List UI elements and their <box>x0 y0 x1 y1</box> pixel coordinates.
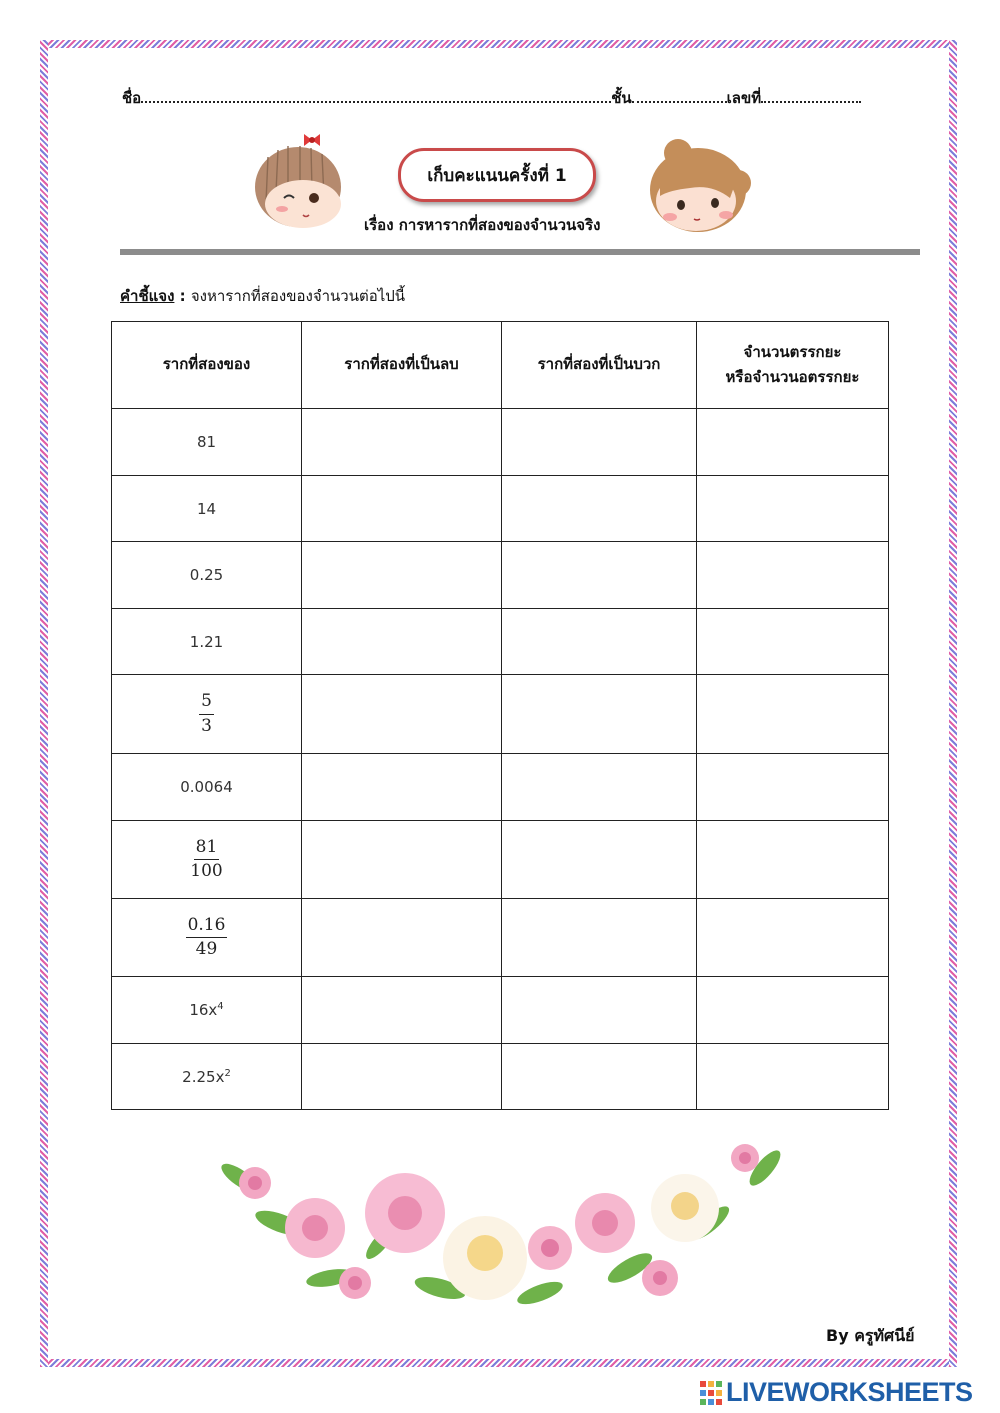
border-left <box>40 40 48 1367</box>
header-rational-irrational <box>697 322 889 409</box>
table-row <box>112 754 889 821</box>
expression-exponent: 4 <box>217 1001 224 1012</box>
positive-root-answer[interactable] <box>502 476 697 542</box>
table-row <box>112 609 889 675</box>
header-square-root-of: รากที่สองของ <box>112 322 302 409</box>
instruction <box>120 284 405 308</box>
value-cell: 0.0064 <box>112 754 302 821</box>
title-box <box>398 148 596 202</box>
negative-root-answer[interactable] <box>302 1044 502 1110</box>
number-type-answer[interactable] <box>697 1044 889 1110</box>
fraction <box>188 837 224 883</box>
value-cell <box>112 977 302 1044</box>
class-label: ชั้น <box>611 89 632 107</box>
liveworksheets-watermark <box>700 1377 973 1408</box>
fraction-denominator: 49 <box>195 939 218 959</box>
number-type-answer[interactable] <box>697 754 889 821</box>
instruction-text: จงหารากที่สองของจำนวนต่อไปนี้ <box>190 287 406 305</box>
number-type-answer[interactable] <box>697 821 889 899</box>
table-row <box>112 675 889 754</box>
positive-root-answer[interactable] <box>502 977 697 1044</box>
table-row <box>112 821 889 899</box>
positive-root-answer[interactable] <box>502 542 697 609</box>
negative-root-answer[interactable] <box>302 609 502 675</box>
border-bottom <box>40 1359 957 1367</box>
girl-right-illustration <box>638 135 760 235</box>
number-type-answer[interactable] <box>697 476 889 542</box>
value-cell <box>112 675 302 754</box>
positive-root-answer[interactable] <box>502 675 697 754</box>
positive-root-answer[interactable] <box>502 821 697 899</box>
value-cell: 0.25 <box>112 542 302 609</box>
girl-left-illustration <box>248 132 348 232</box>
border-right <box>949 40 957 1367</box>
negative-root-answer[interactable] <box>302 675 502 754</box>
expression-exponent: 2 <box>224 1067 231 1079</box>
liveworksheets-logo-icon <box>700 1381 722 1405</box>
negative-root-answer[interactable] <box>302 754 502 821</box>
value-cell: 81 <box>112 409 302 476</box>
header-negative-root: รากที่สองที่เป็นลบ <box>302 322 502 409</box>
subtitle: เรื่อง การหารากที่สองของจำนวนจริง <box>364 216 601 234</box>
number-type-answer[interactable] <box>697 675 889 754</box>
instruction-separator: : <box>174 287 191 305</box>
table-row <box>112 409 889 476</box>
table-row <box>112 977 889 1044</box>
fraction-denominator: 100 <box>190 861 223 881</box>
fraction-denominator: 3 <box>201 715 212 736</box>
negative-root-answer[interactable] <box>302 821 502 899</box>
table-row <box>112 542 889 609</box>
number-field[interactable] <box>761 89 861 103</box>
number-type-answer[interactable] <box>697 609 889 675</box>
positive-root-answer[interactable] <box>502 609 697 675</box>
expression-base: 16x <box>189 1001 218 1019</box>
name-label: ชื่อ <box>122 89 142 107</box>
student-info-line <box>122 86 892 110</box>
header-divider <box>120 249 920 255</box>
title-text: เก็บคะแนนครั้งที่ 1 <box>427 165 567 186</box>
table-row <box>112 1044 889 1110</box>
header-rational-line1: จำนวนตรรกยะ <box>743 342 842 361</box>
number-type-answer[interactable] <box>697 899 889 977</box>
table-header-row <box>112 322 889 409</box>
border-top <box>40 40 957 48</box>
watermark-text: LIVEWORKSHEETS <box>726 1377 973 1407</box>
positive-root-answer[interactable] <box>502 899 697 977</box>
value-cell <box>112 821 302 899</box>
author-byline: By ครูทัศนีย์ <box>826 1326 915 1345</box>
positive-root-answer[interactable] <box>502 1044 697 1110</box>
fraction-numerator: 5 <box>199 691 214 714</box>
value-cell <box>112 1044 302 1110</box>
fraction-numerator: 0.16 <box>186 915 228 938</box>
number-type-answer[interactable] <box>697 977 889 1044</box>
table-row <box>112 476 889 542</box>
positive-root-answer[interactable] <box>502 754 697 821</box>
negative-root-answer[interactable] <box>302 542 502 609</box>
expression-base: 2.25x <box>182 1067 225 1086</box>
fraction <box>199 691 214 737</box>
instruction-label: คำชี้แจง <box>120 287 175 305</box>
value-cell <box>112 899 302 977</box>
answer-table <box>111 321 889 1110</box>
number-type-answer[interactable] <box>697 542 889 609</box>
positive-root-answer[interactable] <box>502 409 697 476</box>
number-label: เลขที่ <box>726 89 762 107</box>
fraction <box>186 915 228 961</box>
class-field[interactable] <box>632 89 727 103</box>
negative-root-answer[interactable] <box>302 899 502 977</box>
fraction-numerator: 81 <box>194 837 220 860</box>
name-field[interactable] <box>141 89 611 103</box>
negative-root-answer[interactable] <box>302 476 502 542</box>
flower-garland-decoration <box>210 1128 795 1318</box>
number-type-answer[interactable] <box>697 409 889 476</box>
value-cell: 1.21 <box>112 609 302 675</box>
negative-root-answer[interactable] <box>302 409 502 476</box>
header-positive-root: รากที่สองที่เป็นบวก <box>502 322 697 409</box>
header-rational-line2: หรือจำนวนอตรรกยะ <box>725 368 860 386</box>
negative-root-answer[interactable] <box>302 977 502 1044</box>
table-row <box>112 899 889 977</box>
value-cell: 14 <box>112 476 302 542</box>
